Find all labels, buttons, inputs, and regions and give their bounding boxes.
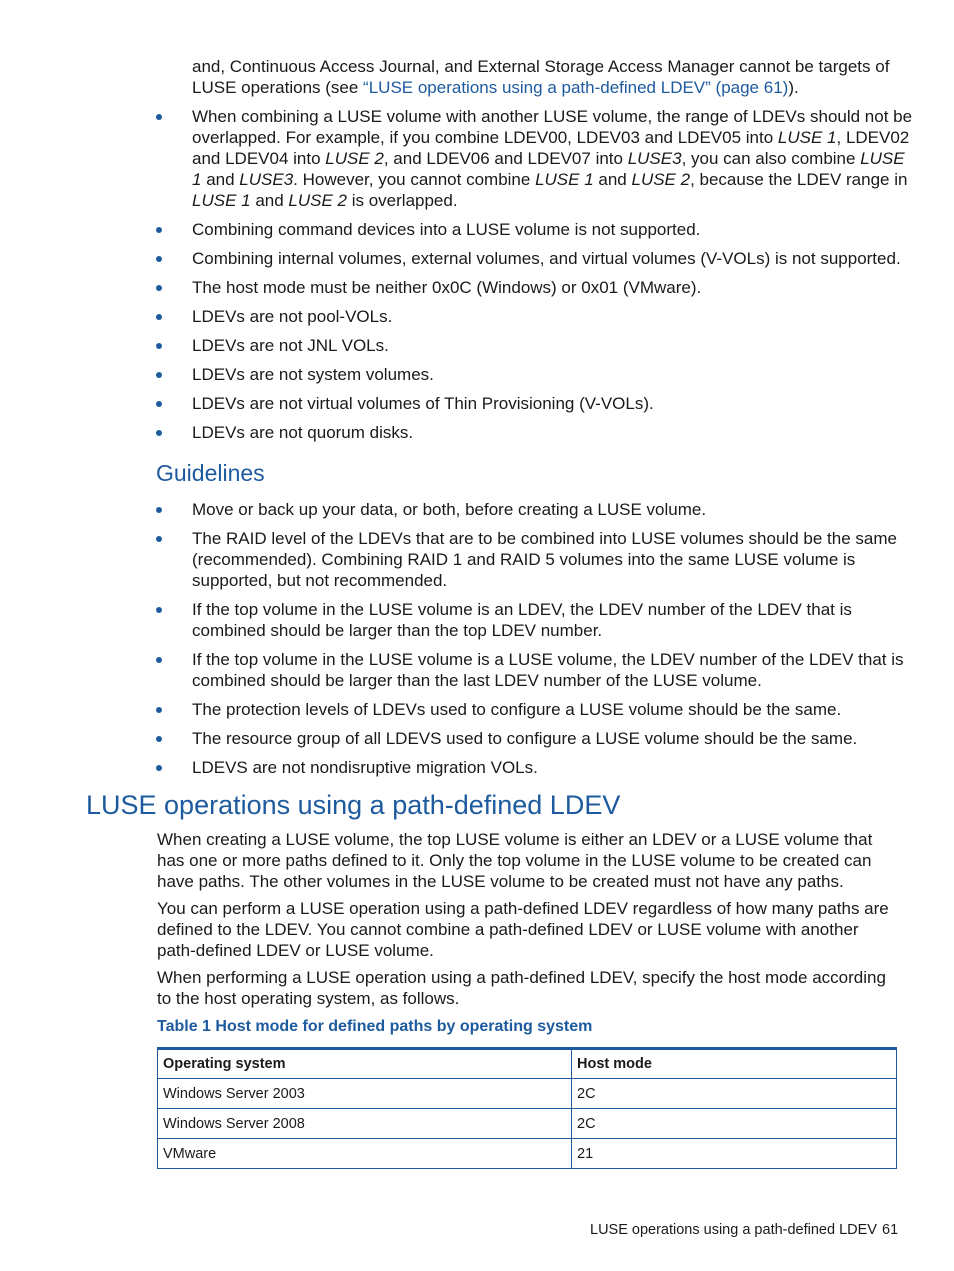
column-header-host-mode: Host mode	[572, 1049, 897, 1079]
list-item: Combining internal volumes, external volumes, and virtual volumes (V-VOLs) is not supported.	[156, 248, 916, 269]
table-header-row	[158, 1049, 897, 1079]
bullet-icon	[156, 536, 162, 542]
bullet-icon	[156, 607, 162, 613]
section-body	[157, 829, 897, 1015]
list-item: LDEVs are not system volumes.	[156, 364, 916, 385]
bullet-icon	[156, 507, 162, 513]
footer-title: LUSE operations using a path-defined LDEV	[590, 1222, 877, 1238]
intro-text-before: and, Continuous Access Journal, and External Storage Access Manager cannot be targets of LUSE operations (see	[192, 57, 890, 97]
table-cell: VMware	[158, 1139, 572, 1169]
intro-paragraph	[192, 56, 912, 98]
list-item: The host mode must be neither 0x0C (Windows) or 0x01 (VMware).	[156, 277, 916, 298]
bullet-icon	[156, 657, 162, 663]
table-cell: Windows Server 2008	[158, 1109, 572, 1139]
list-item: LDEVs are not quorum disks.	[156, 422, 916, 443]
column-header-os: Operating system	[158, 1049, 572, 1079]
list-item: LDEVS are not nondisruptive migration VOLs.	[156, 757, 916, 778]
list-item: When combining a LUSE volume with another LUSE volume, the range of LDEVs should not be overlapped. For example, if you combine LDEV00, LDEV03 and LDEV05 into LUSE 1, LDEV02 and LDEV04 into LUSE 2, and LDEV06 and LDEV07 into LUSE3, you can also combine LUSE 1 and LUSE3. However, you cannot combine LUSE 1 and LUSE 2, because the LDEV range in LUSE 1 and LUSE 2 is overlapped.	[156, 106, 916, 211]
bullet-icon	[156, 736, 162, 742]
guidelines-heading: Guidelines	[156, 460, 265, 486]
table-caption: Table 1 Host mode for defined paths by operating system	[157, 1018, 593, 1035]
list-item: If the top volume in the LUSE volume is a LUSE volume, the LDEV number of the LDEV that is combined should be larger than the last LDEV number of the LUSE volume.	[156, 649, 916, 691]
bullet-icon	[156, 256, 162, 262]
table-row	[158, 1139, 897, 1169]
bullet-icon	[156, 401, 162, 407]
page-number: 61	[882, 1222, 899, 1238]
table-row	[158, 1079, 897, 1109]
bullet-icon	[156, 285, 162, 291]
page-footer	[590, 1222, 899, 1238]
bullet-icon	[156, 707, 162, 713]
bullet-icon	[156, 227, 162, 233]
list-item: If the top volume in the LUSE volume is an LDEV, the LDEV number of the LDEV that is combined should be larger than the top LDEV number.	[156, 599, 916, 641]
table-cell: 21	[572, 1139, 897, 1169]
cross-reference-link[interactable]: “LUSE operations using a path-defined LDEV” (page 61)	[363, 78, 789, 97]
list-item: The resource group of all LDEVS used to configure a LUSE volume should be the same.	[156, 728, 916, 749]
list-item: The protection levels of LDEVs used to configure a LUSE volume should be the same.	[156, 699, 916, 720]
section-heading: LUSE operations using a path-defined LDEV	[86, 790, 621, 820]
list-item: LDEVs are not JNL VOLs.	[156, 335, 916, 356]
table-cell: Windows Server 2003	[158, 1079, 572, 1109]
bullet-icon	[156, 765, 162, 771]
bullet-icon	[156, 114, 162, 120]
list-item: The RAID level of the LDEVs that are to be combined into LUSE volumes should be the same (recommended). Combining RAID 1 and RAID 5 volumes into the same LUSE volume is supported, but not recommended.	[156, 528, 916, 591]
table-row	[158, 1109, 897, 1139]
table-cell: 2C	[572, 1079, 897, 1109]
intro-text-after: ).	[788, 78, 799, 97]
guidelines-list	[156, 499, 916, 786]
host-mode-table	[157, 1047, 897, 1169]
bullet-icon	[156, 314, 162, 320]
paragraph: When creating a LUSE volume, the top LUSE volume is either an LDEV or a LUSE volume that has one or more paths defined to it. Only the top volume in the LUSE volume to be created can have paths. The other volumes in the LUSE volume to be created must not have any paths.	[157, 830, 873, 891]
list-item: LDEVs are not pool-VOLs.	[156, 306, 916, 327]
requirements-list	[156, 106, 916, 451]
list-item: LDEVs are not virtual volumes of Thin Provisioning (V-VOLs).	[156, 393, 916, 414]
paragraph: You can perform a LUSE operation using a path-defined LDEV regardless of how many paths are defined to the LDEV. You cannot combine a path-defined LDEV or LUSE volume with another path-defined LDEV or LUSE volume.	[157, 899, 889, 960]
bullet-icon	[156, 372, 162, 378]
list-item: Combining command devices into a LUSE volume is not supported.	[156, 219, 916, 240]
paragraph: When performing a LUSE operation using a path-defined LDEV, specify the host mode according to the host operating system, as follows.	[157, 968, 886, 1008]
bullet-icon	[156, 430, 162, 436]
bullet-icon	[156, 343, 162, 349]
table-cell: 2C	[572, 1109, 897, 1139]
list-item: Move or back up your data, or both, before creating a LUSE volume.	[156, 499, 916, 520]
